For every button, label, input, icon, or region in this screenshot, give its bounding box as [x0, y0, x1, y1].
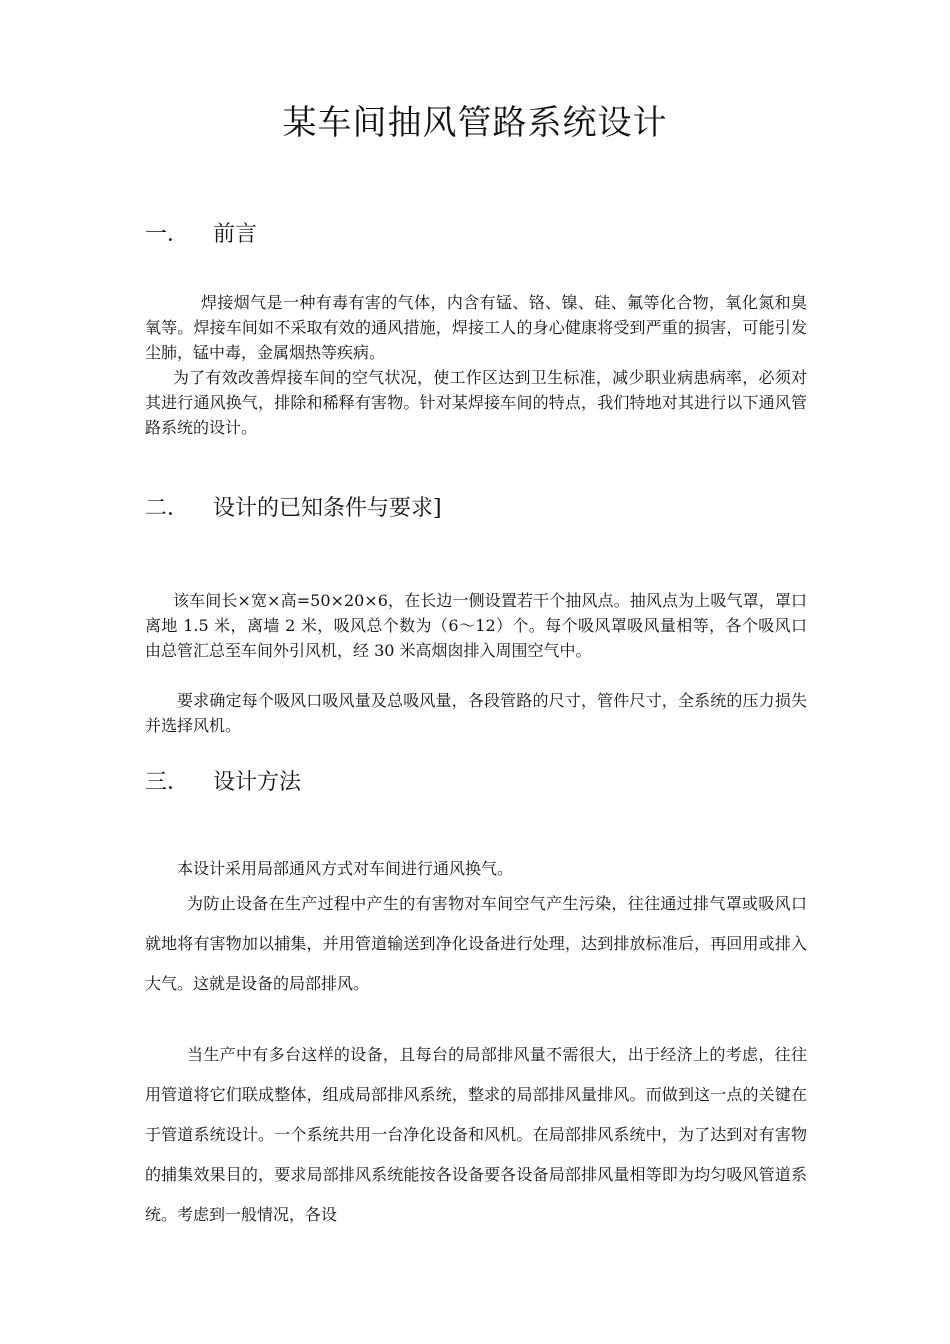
paragraph: 本设计采用局部通风方式对车间进行通风换气。 [177, 859, 514, 878]
paragraph: 焊接烟气是一种有毒有害的气体，内含有锰、铬、镍、硅、氟等化合物，氧化氮和臭氧等。焊接车间如不采取有效的通风措施，焊接工人的身心健康将受到严重的损害，可能引发尘肺，锰中毒，金属烟热等疾病。 [145, 293, 807, 362]
section-heading-method [145, 768, 301, 798]
section-heading-requirements [145, 494, 442, 524]
paragraph: 为了有效改善焊接车间的空气状况，使工作区达到卫生标准，减少职业病患病率，必须对其进行通风换气，排除和稀释有害物。针对某焊接车间的特点，我们特地对其进行以下通风管路系统的设计。 [145, 368, 807, 437]
section-title: 设计的已知条件与要求] [213, 496, 442, 521]
document-title: 某车间抽风管路系统设计 [282, 103, 668, 143]
paragraph: 要求确定每个吸风口吸风量及总吸风量，各段管路的尺寸，管件尺寸，全系统的压力损失并选择风机。 [145, 691, 807, 735]
paragraph: 当生产中有多台这样的设备，且每台的局部排风量不需很大，出于经济上的考虑，往往用管道将它们联成整体，组成局部排风系统，整求的局部排风量排风。而做到这一点的关键在于管道系统设计。一个系统共用一台净化设备和风机。在局部排风系统中，为了达到对有害物的捕集效果目的，要求局部排风系统能按各设备要各设备局部排风量相等即为均匀吸风管道系统。考虑到一般情况，各设 [145, 1045, 807, 1224]
paragraph: 为防止设备在生产过程中产生的有害物对车间空气产生污染，往往通过排气罩或吸风口就地将有害物加以捕集，并用管道输送到净化设备进行处理，达到排放标准后，再回用或排入大气。这就是设备的局部排风。 [145, 894, 807, 993]
paragraph: 该车间长×宽×高=50×20×6，在长边一侧设置若干个抽风点。抽风点为上吸气罩，罩口离地 1.5 米，离墙 2 米，吸风总个数为（6～12）个。每个吸风罩吸风量相等，各个吸风口由总管汇总至车间外引风机，经 30 米高烟囱排入周围空气中。 [145, 591, 807, 660]
section-title: 设计方法 [213, 770, 302, 795]
section-title: 前言 [213, 222, 258, 247]
section-heading-preface [145, 220, 257, 250]
section-number: 一． [145, 222, 190, 247]
section-number: 二． [145, 496, 190, 521]
section-number: 三． [145, 770, 190, 795]
